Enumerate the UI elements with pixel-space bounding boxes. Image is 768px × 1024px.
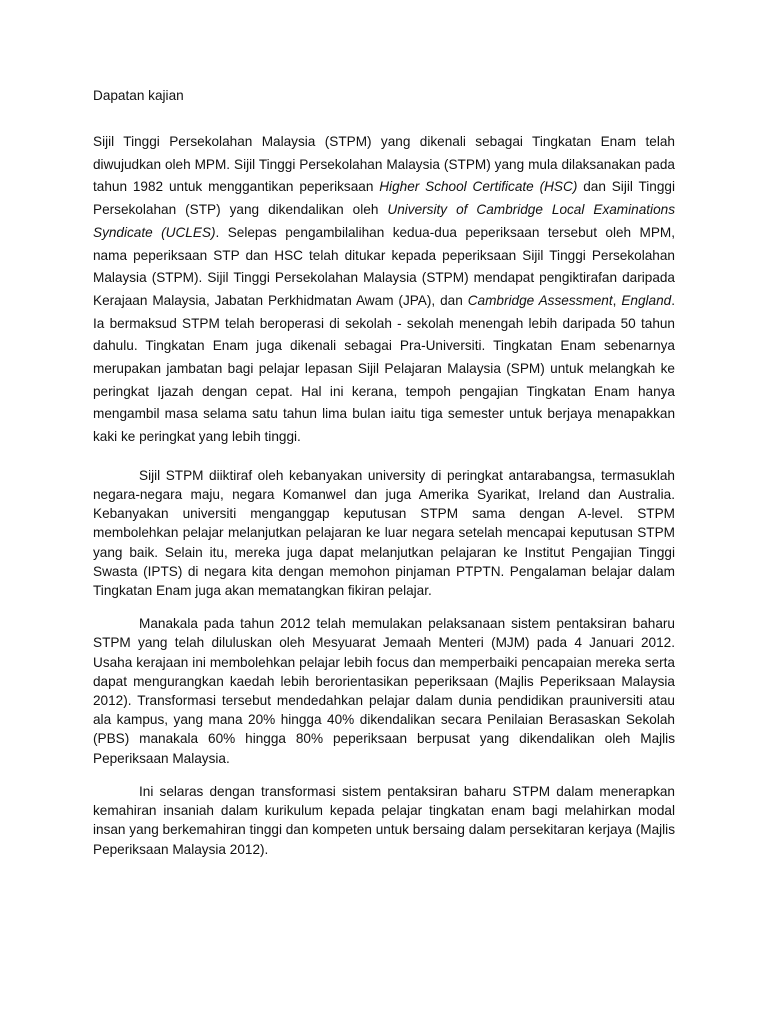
paragraph-1-italic-england: England [621, 292, 672, 308]
paragraph-1-text-1: Sijil Tinggi Persekolahan Malaysia (STPM) yang dikenali sebagai Tingkatan Enam telah diwujudkan oleh MPM. Sijil Tinggi Persekolahan Malaysia (STPM) yang mula dilaksanakan pada tahun 1982 untuk menggantikan peperiksaan [93, 134, 675, 195]
paragraph-1 [93, 131, 675, 449]
paragraph-1-text-3: . Selepas pengambilalihan kedua-dua peperiksaan tersebut oleh MPM, nama peperiksaan STP dan HSC telah ditukar kepada peperiksaan Sijil Tinggi Persekolahan Malaysia (STPM). Sijil Tinggi Persekolahan Malaysia (STPM) mendapat pengiktirafan daripada Kerajaan Malaysia, Jabatan Perkhidmatan Awam (JPA), dan [93, 224, 676, 308]
paragraph-1-text-2: dan Sijil Tinggi Persekolahan (STP) yang dikendalikan oleh [93, 179, 675, 218]
paragraph-1-italic-cambridge: Cambridge Assessment [467, 292, 613, 308]
paragraph-1-text-5: . Ia bermaksud STPM telah beroperasi di sekolah - sekolah menengah lebih daripada 50 tahun dahulu. Tingkatan Enam juga dikenali sebagai Pra-Universiti. Tingkatan Enam sebenarnya merupakan jambatan bagi pelajar lepasan Sijil Pelajaran Malaysia (SPM) untuk melangkah ke peringkat Ijazah dengan cepat. Hal ini kerana, tempoh pengajian Tingkatan Enam hanya mengambil masa selama satu tahun lima bulan iaitu tiga semester untuk berjaya menapakkan kaki ke peringkat yang lebih tinggi. [93, 292, 676, 445]
paragraph-3: Manakala pada tahun 2012 telah memulakan pelaksanaan sistem pentaksiran baharu STPM yang telah diluluskan oleh Mesyuarat Jemaah Menteri (MJM) pada 4 Januari 2012. Usaha kerajaan ini membolehkan pelajar lebih focus dan memperbaiki pencapaian mereka serta dapat mengurangkan kaedah lebih berorientasikan peperiksaan (Majlis Peperiksaan Malaysia 2012). Transformasi tersebut mendedahkan pelajar dalam dunia pendidikan prauniversiti atau ala kampus, yang mana 20% hingga 40% dikendalikan secara Penilaian Berasaskan Sekolah (PBS) manakala 60% hingga 80% peperiksaan berpusat yang dikendalikan oleh Majlis Peperiksaan Malaysia. [93, 616, 675, 766]
paragraph-1-text-4: , [612, 292, 622, 308]
document-heading: Dapatan kajian [93, 88, 184, 103]
paragraph-1-italic-hsc: Higher School Certificate (HSC) [379, 179, 578, 195]
paragraph-2: Sijil STPM diiktiraf oleh kebanyakan university di peringkat antarabangsa, termasuklah negara-negara maju, negara Komanwel dan juga Amerika Syarikat, Ireland dan Australia. Kebanyakan universiti menganggap keputusan STPM sama dengan A-level. STPM membolehkan pelajar melanjutkan pelajaran ke luar negara setelah mencapai keputusan STPM yang baik. Selain itu, mereka juga dapat melanjutkan pelajaran ke Institut Pengajian Tinggi Swasta (IPTS) di negara kita dengan memohon pinjaman PTPTN. Pengalaman belajar dalam Tingkatan Enam juga akan mematangkan fikiran pelajar. [93, 467, 675, 599]
document-page [93, 86, 675, 873]
paragraph-4: Ini selaras dengan transformasi sistem pentaksiran baharu STPM dalam menerapkan kemahiran insaniah dalam kurikulum kepada pelajar tingkatan enam bagi melahirkan modal insan yang berkemahiran tinggi dan kompeten untuk bersaing dalam persekitaran kerjaya (Majlis Peperiksaan Malaysia 2012). [93, 783, 675, 857]
paragraph-1-italic-ucles: University of Cambridge Local Examinations Syndicate (UCLES) [93, 202, 675, 240]
